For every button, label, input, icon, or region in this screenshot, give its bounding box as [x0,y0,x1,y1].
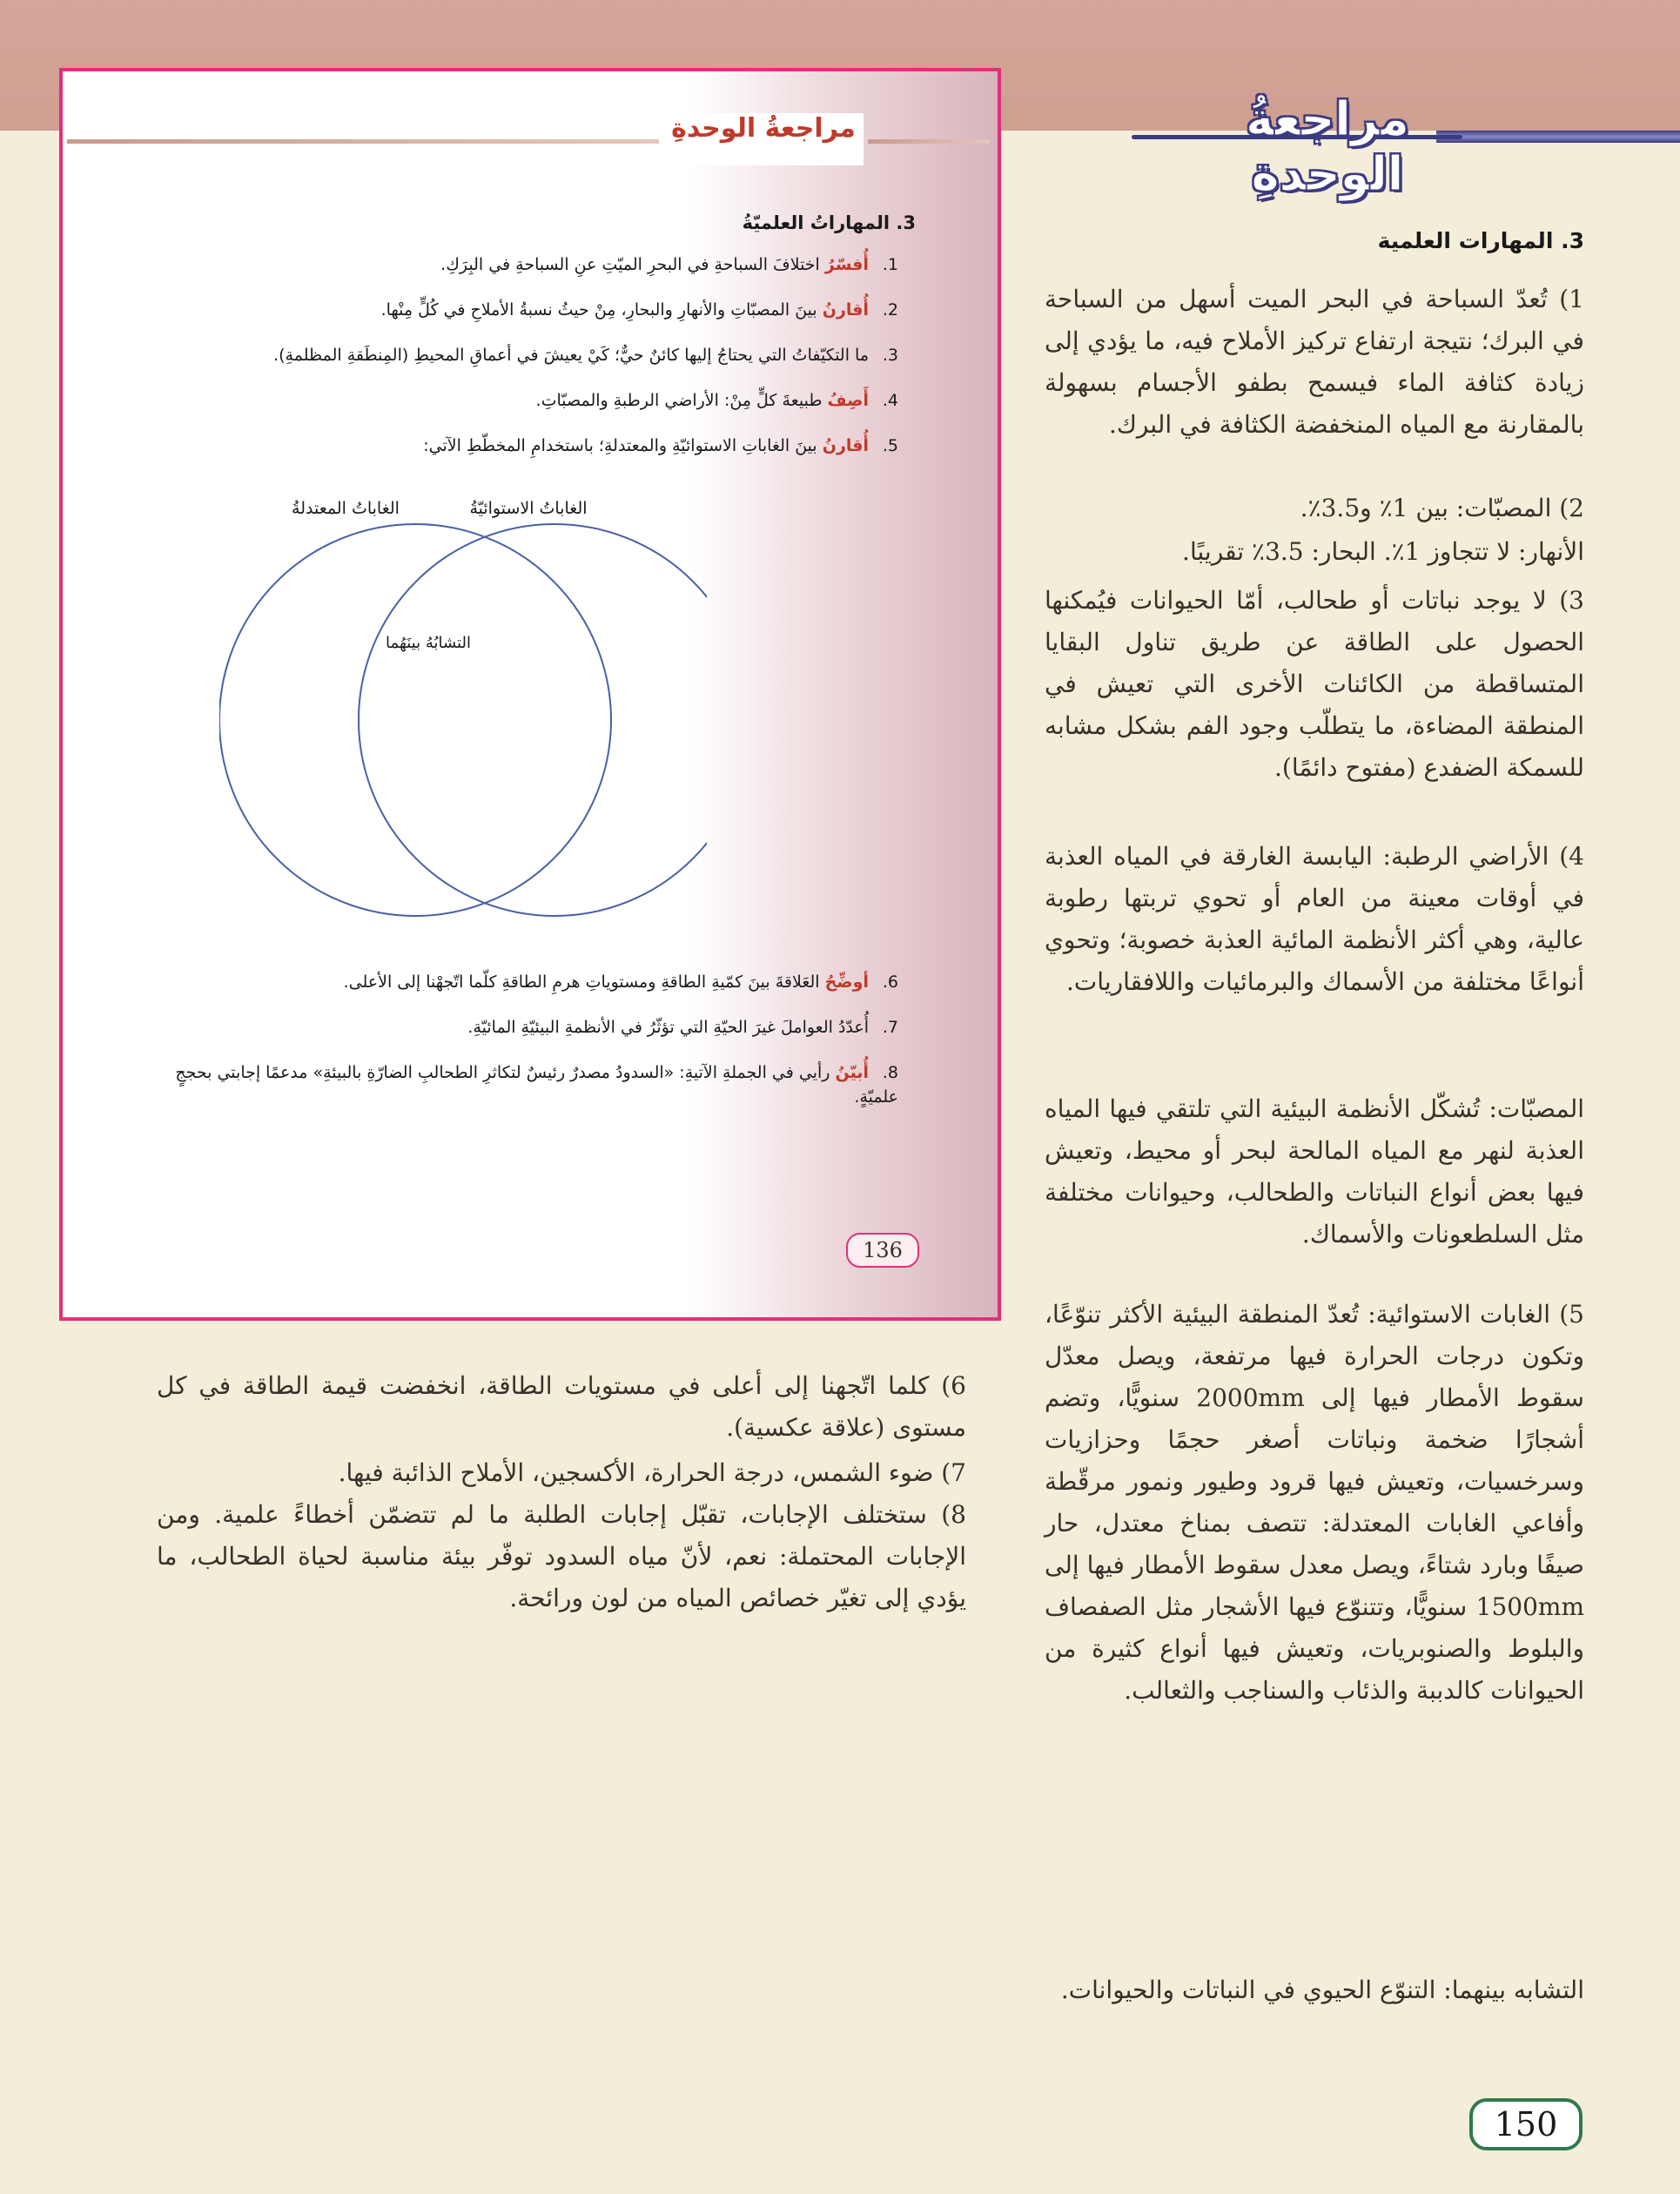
question-number: 4. [882,391,898,410]
answer-item: التشابه بينهما: التنوّع الحيوي في النباتات والحيوانات. [1060,1975,1584,2004]
answer-item: 8) ستختلف الإجابات، تقبّل إجابات الطلبة ما لم تتضمّن أخطاءً علمية. ومن الإجابات المحتملة: نعم، لأنّ مياه السدود توفّر بيئة مناسبة لحياة الطحالب، ما يؤدي إلى تغيّر خصائص المياه من لون ورائحة. [157,1500,966,1612]
book-question [150,252,898,277]
question-verb: أُفسّرُ [824,255,869,274]
book-question [150,298,898,322]
question-number: 2. [882,300,898,320]
answer-item: الأنهار: لا تتجاوز 1٪. البحار: 3.5٪ تقريبًا. [1182,537,1584,566]
question-number: 5. [882,436,898,455]
question-text: طبيعةَ كلٍّ مِنْ: الأراضي الرطبةِ والمصبّاتِ. [535,391,828,410]
answer-item: 7) ضوء الشمس، درجة الحرارة، الأكسجين، الأملاح الذائبة فيها. [338,1458,966,1487]
student-book-page [59,68,1001,1321]
book-title-rule-right [868,139,990,144]
answers-section-heading: 3. المهارات العلمية [1377,228,1584,253]
question-text: أُعدّدُ العواملَ غيرَ الحيّةِ التي تؤثّرُ في الأنظمةِ البيئيّةِ المائيّةِ. [467,1018,869,1037]
book-question [150,1060,898,1109]
book-question [150,434,898,458]
question-number: 7. [882,1018,898,1037]
book-page-number: 136 [846,1233,919,1268]
question-verb: أُقارنُ [822,300,869,320]
book-section-heading: 3. المهاراتُ العلميّةُ [742,212,916,233]
answer-item: 5) الغابات الاستوائية: تُعدّ المنطقة البيئية الأكثر تنوّعًا، وتكون درجات الحرارة فيها مرتفعة، ويصل معدّل سقوط الأمطار فيها إلى 2000mm سنويًّا، وتضم أشجارًا ضخمة ونباتات أصغر حجمًا وحزازيات وسرخسيات، وتعيش فيها قرود وطيور ونمور مرقّطة وأفاعي الغابات المعتدلة: تتصف بمناخ معتدل، حار صيفًا وبارد شتاءً، ويصل معدل سقوط الأمطار فيها إلى 1500mm سنويًّا، وتتنوّع فيها الأشجار مثل الصفصاف والبلوط والصنوبريات، وتعيش فيها أنواع كثيرة من الحيوانات كالدببة والذئاب والسناجب والثعالب. [1045,1300,1584,1705]
book-question [150,970,898,994]
question-text: رأيي في الجملةِ الآتيةِ: «السدودُ مصدرٌ رئيسٌ لتكاثرِ الطحالبِ الضارّةِ بالبيئةِ» مدعمًا إجابتي بحججٍ علميّةٍ. [175,1063,898,1107]
book-title: مراجعةُ الوحدةِ [663,113,864,165]
book-title-rule-left [67,139,659,144]
page-title: مراجعةُ الوحدةِ [1246,91,1409,201]
venn-overlap-label: التشابُهُ بينَهُما [386,634,471,652]
page-number: 150 [1469,2098,1583,2150]
question-number: 1. [882,255,898,274]
answer-item: المصبّات: تُشكّل الأنظمة البيئية التي تلتقي فيها المياه العذبة لنهر مع المياه المالحة لبحر أو محيط، وتعيش فيها بعض أنواع النباتات والطحالب، وحيوانات مختلفة مثل السلطعونات والأسماك. [1045,1094,1584,1248]
question-verb: أُبيّنُ [835,1063,869,1082]
answer-item: 2) المصبّات: بين 1٪ و3.5٪. [1300,494,1584,522]
venn-left-label: الغاباتُ المعتدلةُ [292,499,400,518]
question-number: 8. [882,1063,898,1082]
question-text: بينَ الغاباتِ الاستوائيّةِ والمعتدلةِ؛ باستخدامِ المخطّطِ الآتي: [423,436,823,455]
question-verb: أَصِفُ [827,391,869,410]
answer-item: 1) تُعدّ السباحة في البحر الميت أسهل من السباحة في البرك؛ نتيجة ارتفاع تركيز الأملاح فيه، ما يؤدي إلى زيادة كثافة الماء فيسمح بطفو الأجسام بسهولة بالمقارنة مع المياه المنخفضة الكثافة في البرك. [1045,285,1584,439]
question-verb: أوضِّحُ [824,972,869,992]
question-verb: أُقارنُ [822,436,869,455]
venn-diagram [219,498,707,986]
book-question [150,343,898,367]
answer-item: 4) الأراضي الرطبة: اليابسة الغارقة في المياه العذبة في أوقات معينة من العام أو تحوي تربتها رطوبة عالية، وهي أكثر الأنظمة المائية العذبة خصوبة؛ وتحوي أنواعًا مختلفة من الأسماك والبرمائيات واللافقاريات. [1045,842,1584,996]
question-text: العَلاقةَ بينَ كمّيةِ الطاقةِ ومستوياتِ هرمِ الطاقةِ كلّما اتّجهْنا إلى الأعلى. [343,972,825,992]
header-stripe [1436,131,1680,143]
book-question [150,388,898,413]
question-text: بينَ المصبّاتِ والأنهارِ والبحارِ، مِنْ حيثُ نسبةُ الأملاحِ في كُلٍّ مِنْها. [380,300,823,320]
venn-right-label: الغاباتُ الاستوائيّةُ [469,499,588,518]
book-question [150,1015,898,1040]
venn-right-circle [359,524,707,916]
question-number: 3. [882,346,898,365]
question-number: 6. [882,972,898,992]
question-text: اختلافَ السباحةِ في البحرِ الميّتِ عنِ السباحةِ في البِرَكِ. [440,255,825,274]
answer-item: 6) كلما اتّجهنا إلى أعلى في مستويات الطاقة، انخفضت قيمة الطاقة في كل مستوى (علاقة عكسية). [157,1371,966,1442]
question-text: ما التكيّفاتُ التي يحتاجُ إليها كائنٌ حيٌّ؛ كَيْ يعيشَ في أعماقِ المحيطِ (المِنطَقةِ المظلمةِ). [273,346,869,365]
answer-item: 3) لا يوجد نباتات أو طحالب، أمّا الحيوانات فيُمكنها الحصول على الطاقة عن طريق تناول البقايا المتساقطة من الكائنات الأخرى التي تعيش في المنطقة المضاءة، ما يتطلّب وجود الفم بشكل مشابه للسمكة الضفدع (مفتوح دائمًا). [1045,586,1584,782]
